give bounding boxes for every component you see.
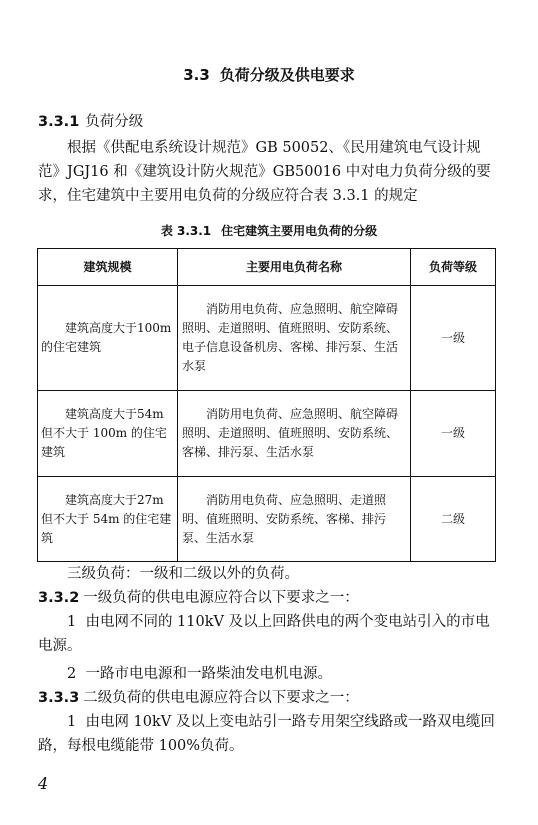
item-text: 由电网不同的 110kV 及以上回路供电的两个变电站引入的市电电源。	[38, 614, 490, 654]
cell-loads	[178, 477, 411, 562]
cell-loads-text: 消防用电负荷、应急照明、走道照明、值班照明、安防系统、客梯、排污泵、生活水泵	[182, 492, 387, 545]
cell-grade: 一级	[411, 286, 496, 391]
cell-loads-text: 消防用电负荷、应急照明、航空障碍照明、走道照明、值班照明、安防系统、电子信息设备机房、客梯、排污泵、生活水泵	[182, 302, 399, 373]
section-title-text: 负荷分级及供电要求	[219, 66, 355, 84]
clause-3-3-3	[38, 688, 500, 708]
cell-scale	[38, 477, 178, 562]
load-classification-table	[37, 248, 496, 562]
cell-scale-text: 建筑高度大于27m但不大于 54m 的住宅建筑	[41, 492, 172, 545]
clause-3-3-1-heading	[38, 112, 143, 132]
item-number: 2	[67, 666, 77, 682]
header-loads: 主要用电负荷名称	[178, 249, 411, 286]
header-scale: 建筑规模	[38, 249, 178, 286]
table-row	[38, 477, 496, 562]
table-caption	[0, 222, 538, 239]
list-item	[38, 710, 500, 758]
clause-number: 3.3.2	[38, 590, 80, 606]
cell-loads	[178, 391, 411, 477]
cell-scale-text: 建筑高度大于100m的住宅建筑	[41, 321, 172, 354]
clause-title: 负荷分级	[85, 114, 144, 130]
list-item	[38, 664, 529, 684]
cell-grade: 二级	[411, 477, 496, 562]
item-number: 1	[67, 614, 77, 630]
cell-grade: 一级	[411, 391, 496, 477]
table-row	[38, 391, 496, 477]
table-header-row	[38, 249, 496, 286]
table-caption-number: 表 3.3.1	[160, 224, 212, 238]
clause-text: 一级负荷的供电电源应符合以下要求之一：	[83, 590, 359, 606]
cell-scale-text: 建筑高度大于54m但不大于 100m 的住宅建筑	[41, 407, 167, 459]
clause-text: 二级负荷的供电电源应符合以下要求之一：	[83, 690, 359, 706]
item-text: 由电网 10kV 及以上变电站引一路专用架空线路或一路双电缆回路，每根电缆能带 100%负荷。	[38, 714, 495, 754]
section-title	[0, 64, 538, 85]
list-item	[38, 610, 500, 658]
table-row	[38, 286, 496, 391]
third-grade-note: 三级负荷：一级和二级以外的负荷。	[67, 566, 299, 582]
clause-number: 3.3.3	[38, 690, 80, 706]
cell-scale	[38, 391, 178, 477]
cell-loads	[178, 286, 411, 391]
clause-3-3-1-paragraph: 根据《供配电系统设计规范》GB 50052、《民用建筑电气设计规范》JGJ16 和《建筑设计防火规范》GB50016 中对电力负荷分级的要求，住宅建筑中主要用电负荷的分级应符合表 3.3.1 的规定	[38, 140, 491, 204]
item-text: 一路市电电源和一路柴油发电机电源。	[85, 666, 332, 682]
header-grade: 负荷等级	[411, 249, 496, 286]
clause-number: 3.3.1	[38, 114, 80, 130]
cell-loads-text: 消防用电负荷、应急照明、航空障碍照明、走道照明、值班照明、安防系统、客梯、排污泵、生活水泵	[182, 407, 399, 459]
table-caption-title: 住宅建筑主要用电负荷的分级	[221, 224, 378, 238]
page-number: 4	[38, 774, 49, 793]
section-number: 3.3	[183, 66, 210, 84]
clause-3-3-2	[38, 588, 500, 608]
cell-scale	[38, 286, 178, 391]
item-number: 1	[67, 714, 77, 730]
